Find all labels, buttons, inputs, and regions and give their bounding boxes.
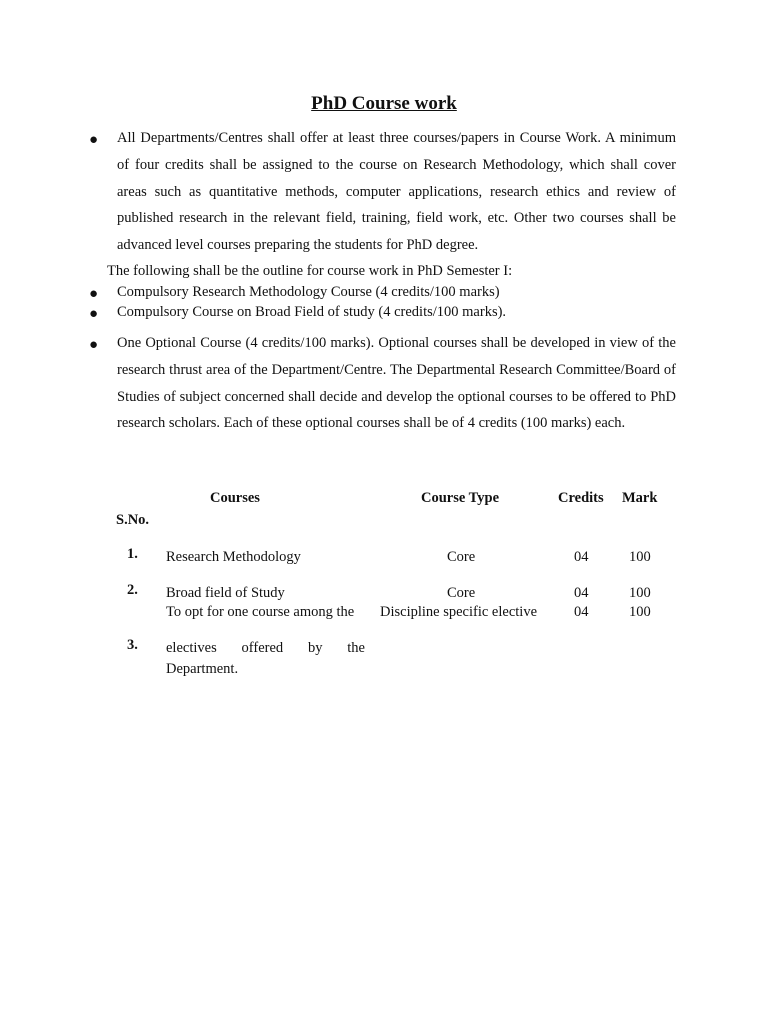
bullet-icon: ● (89, 286, 99, 302)
bullet-icon: ● (89, 337, 99, 353)
outline-intro: The following shall be the outline for course work in PhD Semester I: (107, 263, 513, 279)
row-mark: 100 (629, 549, 651, 565)
row-type: Core (447, 585, 476, 601)
page-title: PhD Course work (311, 93, 457, 114)
row-mark: 100 (629, 604, 651, 620)
row-credits: 04 (574, 604, 589, 620)
row-course-word: by (307, 640, 323, 656)
row-course: Department. (166, 661, 239, 677)
header-courses: Courses (210, 490, 260, 506)
bullet-broad-field: Compulsory Course on Broad Field of study (4 credits/100 marks). (117, 304, 507, 320)
row-course-word: offered (241, 640, 284, 656)
row-course: Broad field of Study (166, 585, 285, 601)
optional-course-paragraph: One Optional Course (4 credits/100 marks). Optional courses shall be developed in view of the research thrust area of the Department/Centre. The Departmental Research Committee/Board of Studies of subject concerned shall decide and develop the optional courses to be offered to PhD research scholars. Each of these optional courses shall be of 4 credits (100 marks) each. (117, 335, 676, 432)
row-type: Core (447, 549, 476, 565)
row-credits: 04 (574, 585, 589, 601)
row-course-word: the (347, 640, 365, 656)
bullet-research-methodology: Compulsory Research Methodology Course (4 credits/100 marks) (117, 284, 500, 300)
row-course: To opt for one course among the (166, 604, 355, 620)
header-credits: Credits (558, 490, 604, 506)
row-sno: 1. (127, 546, 138, 562)
bullet-icon: ● (89, 132, 99, 148)
header-mark: Mark (622, 490, 658, 506)
bullet-icon: ● (89, 306, 99, 322)
row-course-line (166, 640, 365, 657)
row-mark: 100 (629, 585, 651, 601)
row-credits: 04 (574, 549, 589, 565)
header-sno: S.No. (116, 512, 150, 528)
row-type: Discipline specific elective (380, 604, 538, 620)
row-sno: 3. (127, 637, 138, 653)
row-course-word: electives (166, 640, 217, 656)
intro-paragraph: All Departments/Centres shall offer at least three courses/papers in Course Work. A minimum of four credits shall be assigned to the course on Research Methodology, which shall cover areas such as quantitative methods, computer applications, research ethics and review of published research in the relevant field, training, field work, etc. Other two courses shall be advanced level courses preparing the students for PhD degree. (117, 130, 676, 254)
row-course: Research Methodology (166, 549, 301, 565)
header-course-type: Course Type (421, 490, 500, 506)
row-sno: 2. (127, 582, 138, 598)
